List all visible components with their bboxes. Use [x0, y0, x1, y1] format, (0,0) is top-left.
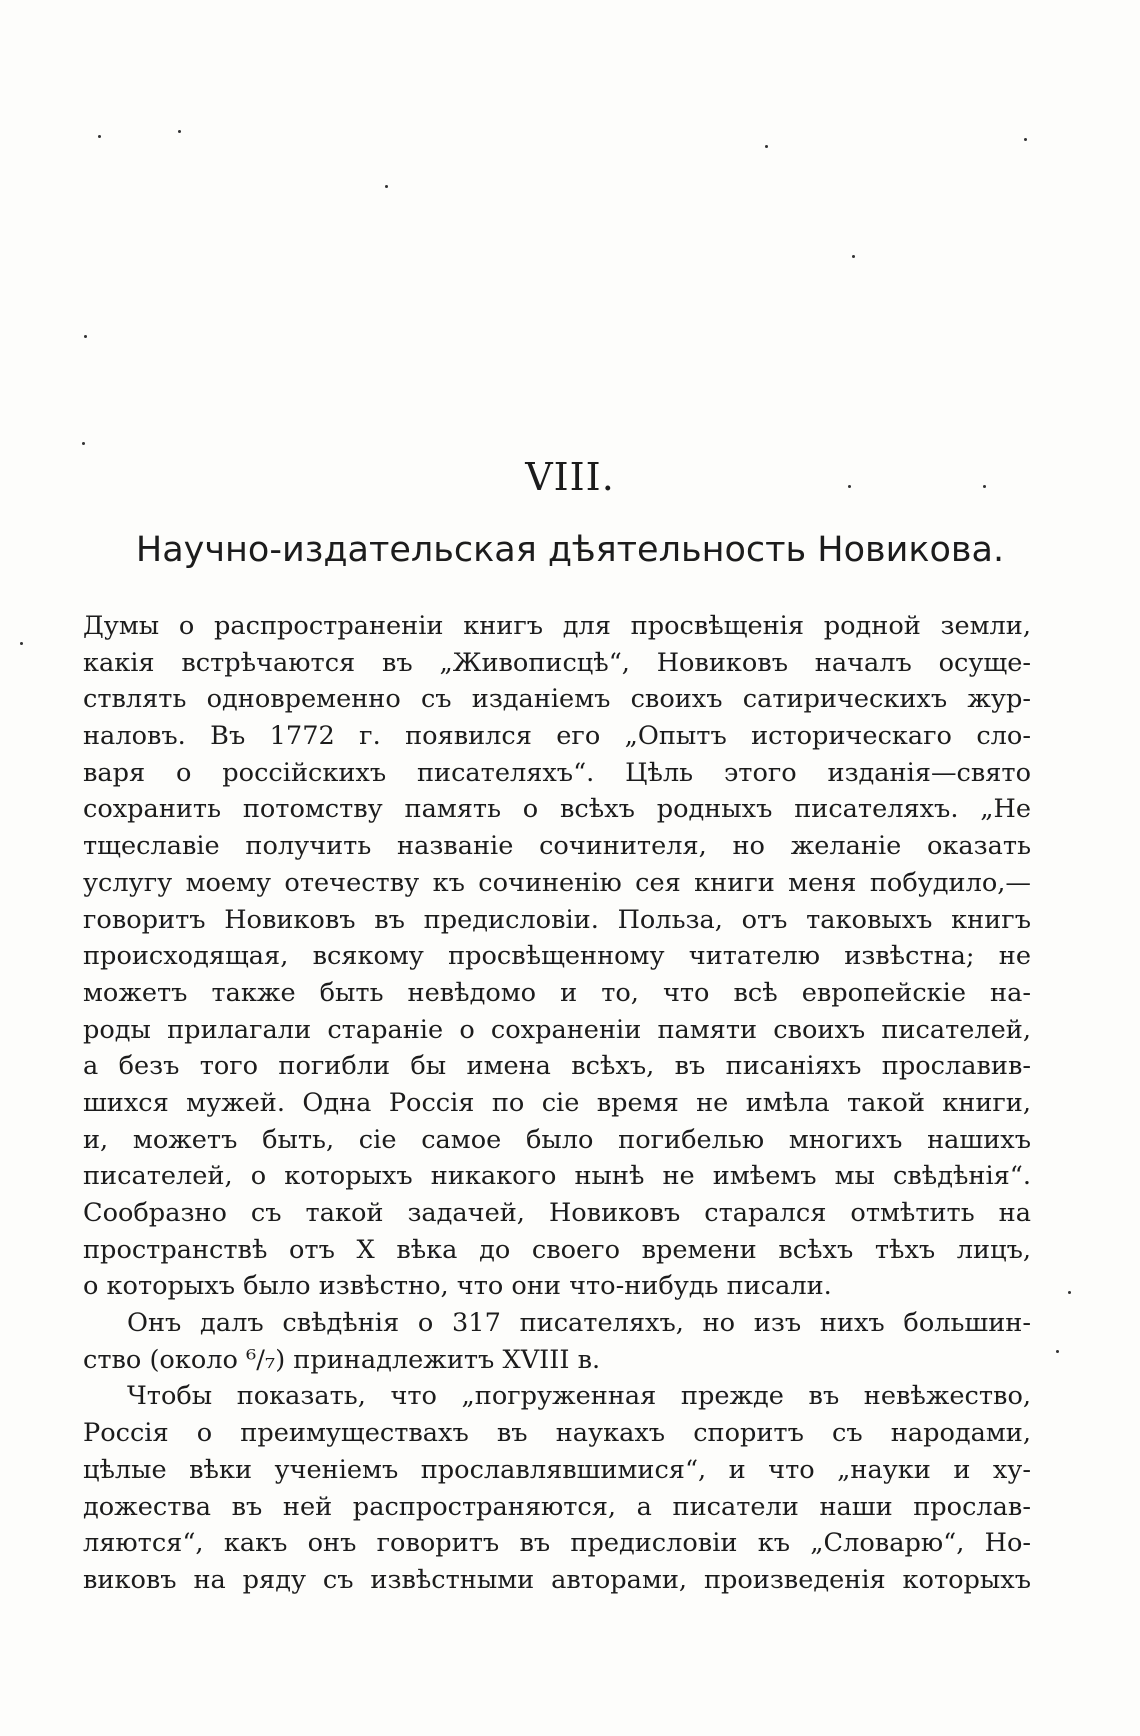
text-line: ляются“, какъ онъ говоритъ въ предисловiи къ „Словарю“, Но- [83, 1528, 1031, 1559]
text-line: виковъ на ряду съ извѣстными авторами, произведенiя которыхъ [83, 1564, 1031, 1595]
text-line: шихся мужей. Одна Россiя по сiе время не имѣла такой книги, [83, 1087, 1031, 1118]
scan-speck [20, 642, 23, 645]
text-line: сохранить потомству память о всѣхъ родныхъ писателяхъ. „Не [83, 794, 1031, 825]
text-line: говоритъ Новиковъ въ предисловiи. Польза, отъ таковыхъ книгъ [83, 904, 1031, 935]
scan-speck [1024, 138, 1027, 141]
scan-speck [385, 185, 388, 188]
scan-speck [1056, 1350, 1059, 1353]
scan-speck [852, 255, 855, 258]
text-line: Россiя о преимуществахъ въ наукахъ споритъ съ народами, [83, 1418, 1031, 1449]
text-line: можетъ также быть невѣдомо и то, что всѣ европейскiе на- [83, 977, 1031, 1008]
text-line: цѣлые вѣки ученiемъ прославлявшимися“, и что „науки и ху- [83, 1454, 1031, 1485]
text-line: варя о россiйскихъ писателяхъ“. Цѣль этого изданiя—свято [83, 757, 1031, 788]
text-line: Думы о распространенiи книгъ для просвѣщенiя родной земли, [83, 611, 1031, 641]
body-text [83, 608, 1031, 1599]
text-line: услугу моему отечеству къ сочиненiю сея книги меня побудило,— [83, 867, 1031, 898]
text-line: Онъ далъ свѣдѣнiя о 317 писателяхъ, но изъ нихъ большин- [127, 1308, 1031, 1339]
scan-speck [178, 130, 181, 133]
text-line: пространствѣ отъ X вѣка до своего времени всѣхъ тѣхъ лицъ, [83, 1234, 1031, 1265]
text-line: тщеславiе получить названiе сочинителя, но желанiе оказать [83, 831, 1031, 862]
scan-speck [82, 442, 85, 445]
text-line: и, можетъ быть, сiе самое было погибелью многихъ нашихъ [83, 1124, 1031, 1155]
text-line: дожества въ ней распространяются, а писатели наши прослав- [83, 1491, 1031, 1522]
scan-speck [98, 135, 101, 138]
text-line: ствлять одновременно съ изданiемъ своихъ сатирическихъ жур- [83, 684, 1031, 715]
text-line: Сообразно съ такой задачей, Новиковъ старался отмѣтить на [83, 1198, 1031, 1228]
scan-speck [84, 335, 87, 338]
text-line: происходящая, всякому просвѣщенному читателю извѣстна; не [83, 941, 1031, 972]
chapter-number: VIII. [525, 455, 615, 499]
text-line: роды прилагали старанiе о сохраненiи памяти своихъ писателей, [83, 1014, 1031, 1045]
scan-speck [765, 145, 768, 148]
text-line: о которыхъ было извѣстно, что они что-нибудь писали. [83, 1271, 832, 1302]
scan-speck [983, 485, 986, 488]
scan-speck [848, 485, 851, 488]
text-line: Чтобы показать, что „погруженная прежде въ невѣжество, [127, 1381, 1031, 1412]
text-line: писателей, о которыхъ никакого нынѣ не имѣемъ мы свѣдѣнiя“. [83, 1161, 1031, 1192]
text-line: а безъ того погибли бы имена всѣхъ, въ писанiяхъ прославив- [83, 1051, 1031, 1082]
text-line: ство (около ⁶/₇) принадлежитъ XVIII в. [83, 1344, 601, 1375]
text-line: наловъ. Въ 1772 г. появился его „Опытъ историческаго сло- [83, 721, 1031, 752]
scan-speck [1068, 1291, 1071, 1294]
text-line: какiя встрѣчаются въ „Живописцѣ“, Новиковъ началъ осуще- [83, 647, 1031, 678]
chapter-title: Научно-издательская дѣятельность Новикова. [135, 530, 1005, 570]
